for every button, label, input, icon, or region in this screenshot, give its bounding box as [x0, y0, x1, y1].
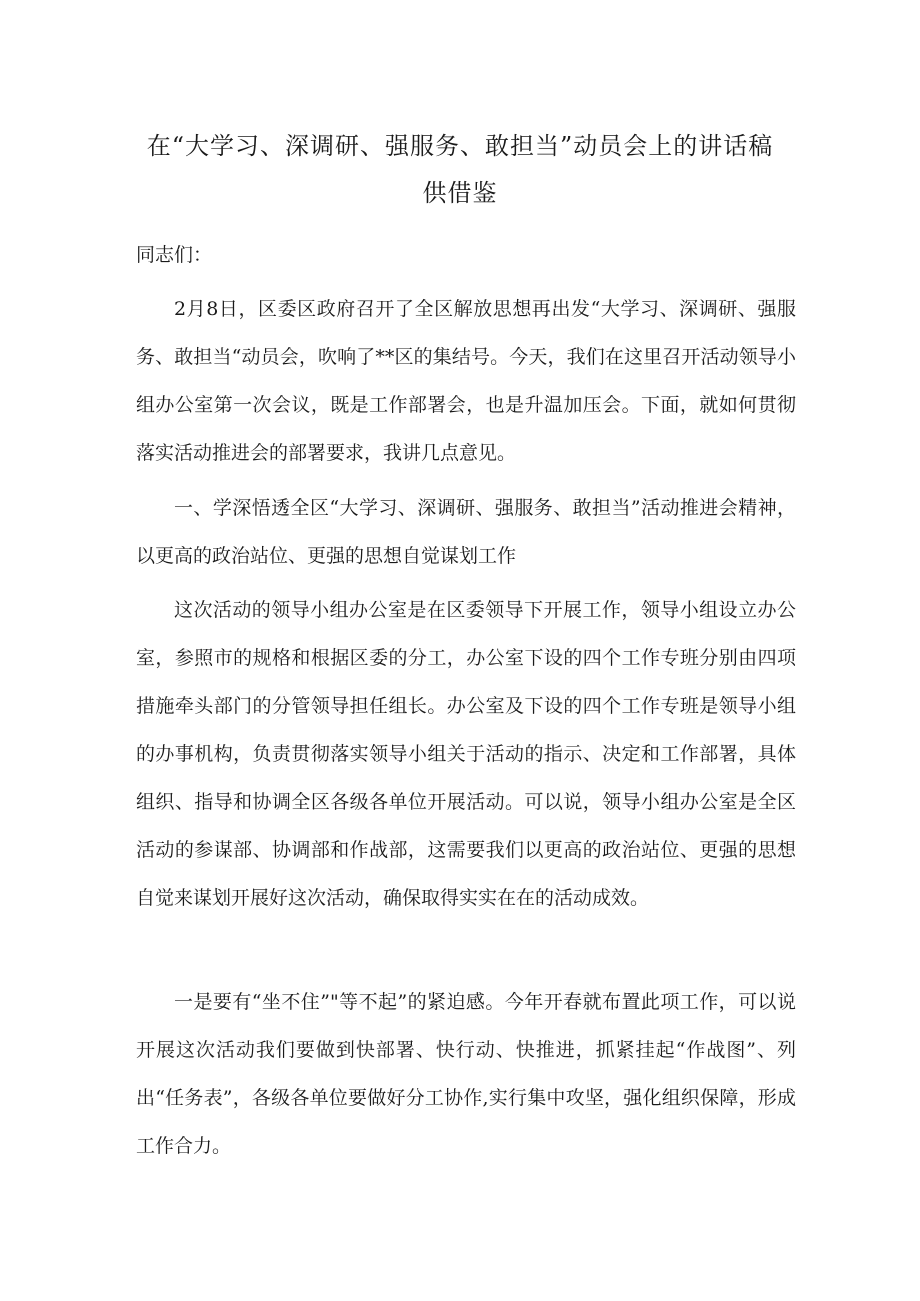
document-title-line-1: 在“大学习、深调研、强服务、敢担当”动员会上的讲话稿 [146, 132, 774, 160]
paragraph-urgency: 一是要有“坐不住”"等不起”的紧迫感。今年开春就布置此项工作，可以说开展这次活动我们要做到快部署、快行动、快推进，抓紧挂起“作战图”、列出“任务表”，各级各单位要做好分工协作,实行集中攻坚，强化组织保障，形成工作合力。 [136, 991, 796, 1157]
paragraph-intro: 2月8日，区委区政府召开了全区解放思想再出发“大学习、深调研、强服务、敢担当“动员会，吹响了**区的集结号。今天，我们在这里召开活动领导小组办公室第一次会议，既是工作部署会，也是升温加压会。下面，就如何贯彻落实活动推进会的部署要求，我讲几点意见。 [136, 298, 796, 464]
document-title-line-2: 供借鉴 [422, 179, 498, 207]
salutation: 同志们： [136, 244, 213, 266]
section-heading-1: 一、学深悟透全区“大学习、深调研、强服务、敢担当”活动推进会精神，以更高的政治站位、更强的思想自觉谋划工作 [136, 497, 796, 567]
paragraph-office-role: 这次活动的领导小组办公室是在区委领导下开展工作，领导小组设立办公室，参照市的规格和根据区委的分工，办公室下设的四个工作专班分别由四项措施牵头部门的分管领导担任组长。办公室及下设的四个工作专班是领导小组的办事机构，负责贯彻落实领导小组关于活动的指示、决定和工作部署，具体组织、指导和协调全区各级各单位开展活动。可以说，领导小组办公室是全区活动的参谋部、协调部和作战部，这需要我们以更高的政治站位、更强的思想自觉来谋划开展好这次活动，确保取得实实在在的活动成效。 [136, 599, 796, 909]
